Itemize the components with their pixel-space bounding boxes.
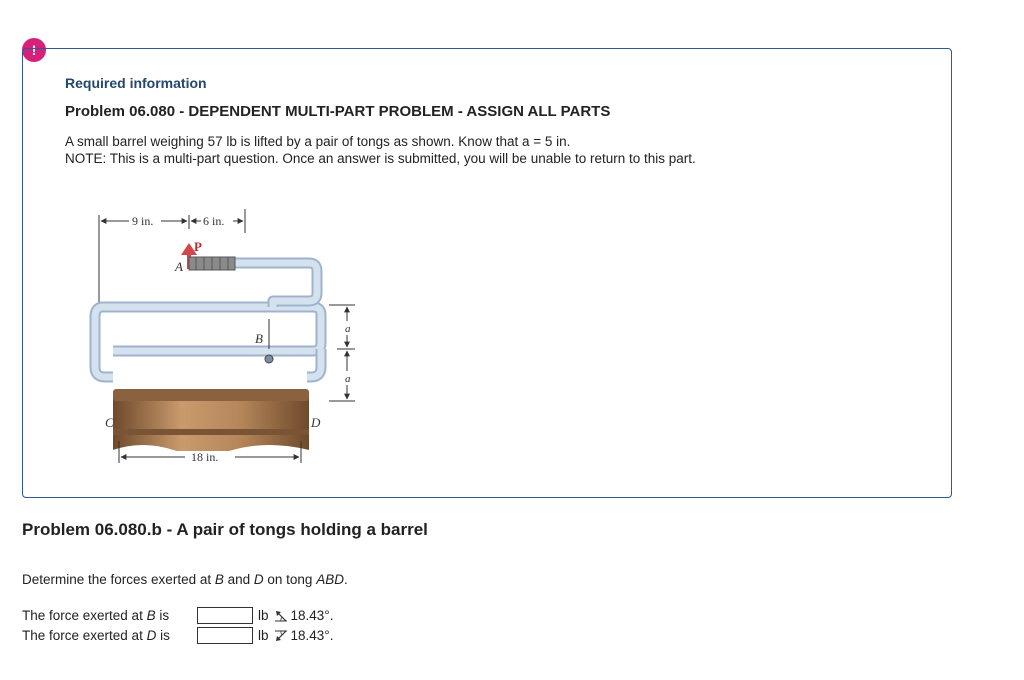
question-point-d: D [253,572,264,587]
question-text [22,572,348,587]
question-tong-abd: ABD [316,572,344,587]
answer-b-direction [274,608,334,623]
required-information-title: Required information [65,75,207,91]
part-b-title: Problem 06.080.b - A pair of tongs holding a barrel [22,520,428,539]
question-point-b: B [214,572,224,587]
question-and: and [223,572,254,587]
answer-row-d [22,626,333,645]
point-c-label: C [105,415,114,430]
tongs-barrel-figure [73,189,363,469]
point-b-label: B [255,331,263,346]
description-line-1: A small barrel weighing 57 lb is lifted by a pair of tongs as shown. Know that a = 5 in. [65,134,571,149]
angle-arrow-down-left-icon [274,629,288,643]
required-information-panel [22,48,952,498]
point-d-label: D [311,415,321,430]
answer-b-unit: lb [258,608,269,623]
description-line-2: NOTE: This is a multi-part question. Once an answer is submitted, you will be unable to return to this part. [65,151,696,166]
answer-b-label: The force exerted at B is [22,608,170,623]
point-a-label: A [175,259,183,274]
problem-title: Problem 06.080 - DEPENDENT MULTI-PART PROBLEM - ASSIGN ALL PARTS [65,103,611,120]
force-b-input[interactable] [197,607,253,624]
angle-arrow-up-left-icon [274,609,288,623]
dimension-9in-label: 9 in. [132,214,154,228]
dimension-18in-label: 18 in. [191,450,219,464]
dimension-6in-label: 6 in. [203,214,225,228]
alert-icon: ! [22,38,46,62]
force-d-input[interactable] [197,627,253,644]
answer-d-angle: 18.43°. [290,628,334,643]
answer-row-b [22,606,333,625]
dimension-a2-label: a [345,373,351,385]
dimension-a1-label: a [345,323,351,335]
question-mid: on tong [263,572,317,587]
force-p-label: P [194,239,202,254]
question-end: . [343,572,348,587]
question-prefix: Determine the forces exerted at [22,572,215,587]
answer-d-direction [274,628,334,643]
answer-d-unit: lb [258,628,269,643]
answer-b-angle: 18.43°. [290,608,334,623]
answer-d-label: The force exerted at D is [22,628,170,643]
problem-description [65,133,696,167]
